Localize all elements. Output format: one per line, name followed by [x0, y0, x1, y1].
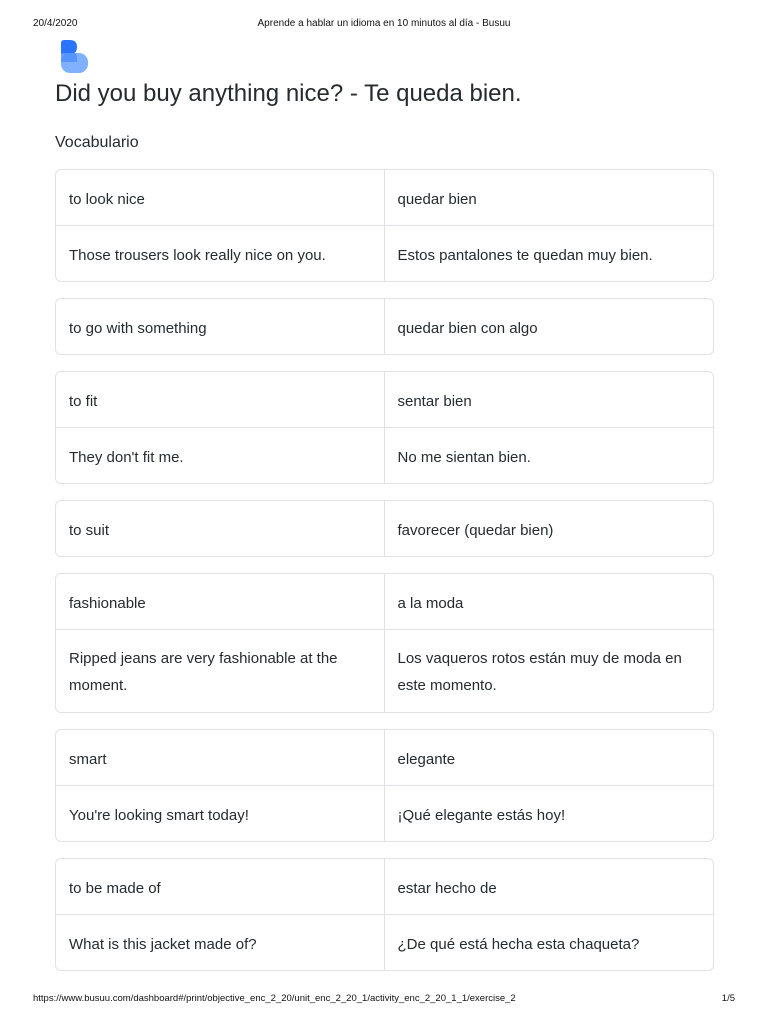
english-text: to go with something	[56, 299, 385, 354]
vocabulary-term-row	[56, 372, 713, 427]
vocabulary-term-row	[56, 299, 713, 354]
spanish-text: ¡Qué elegante estás hoy!	[397, 807, 566, 824]
vocabulary-term-row	[56, 170, 713, 225]
spanish-text: estar hecho de	[397, 880, 497, 897]
vocabulary-card	[55, 298, 714, 355]
english-text: smart	[56, 730, 385, 785]
spanish-text: quedar bien	[397, 191, 477, 208]
vocabulary-card	[55, 573, 714, 713]
vocabulary-example-row	[56, 427, 713, 483]
english-text: to look nice	[56, 170, 385, 225]
print-url: https://www.busuu.com/dashboard#/print/objective_enc_2_20/unit_enc_2_20_1/activity_enc_2_20_1_1/exercise_2	[33, 993, 516, 1004]
english-text: to fit	[56, 372, 385, 427]
english-text: They don't fit me.	[56, 428, 385, 483]
vocabulary-term-row	[56, 574, 713, 629]
spanish-text: favorecer (quedar bien)	[397, 522, 554, 539]
vocabulary-example-row	[56, 225, 713, 281]
spanish-text: quedar bien con algo	[397, 320, 538, 337]
english-text: fashionable	[56, 574, 385, 629]
print-header-title: Aprende a hablar un idioma en 10 minutos al día - Busuu	[257, 18, 511, 29]
spanish-text: Estos pantalones te quedan muy bien.	[397, 247, 653, 264]
vocabulary-term-row	[56, 730, 713, 785]
vocabulary-term-row	[56, 501, 713, 556]
page-number: 1/5	[721, 993, 735, 1004]
spanish-text: elegante	[397, 751, 456, 768]
english-text: Ripped jeans are very fashionable at the moment.	[56, 630, 385, 712]
vocabulary-list	[55, 169, 714, 987]
page-title: Did you buy anything nice? - Te queda bien.	[55, 80, 522, 107]
english-text: You're looking smart today!	[56, 786, 385, 841]
english-text: Those trousers look really nice on you.	[56, 226, 385, 281]
english-text: to suit	[56, 501, 385, 556]
spanish-text: Los vaqueros rotos están muy de moda en este momento.	[397, 650, 682, 694]
english-text: to be made of	[56, 859, 385, 914]
vocabulary-card	[55, 371, 714, 484]
section-title: Vocabulario	[55, 134, 139, 151]
vocabulary-card	[55, 169, 714, 282]
print-date: 20/4/2020	[33, 18, 78, 29]
vocabulary-card	[55, 858, 714, 971]
spanish-text: a la moda	[397, 595, 464, 612]
busuu-logo-icon	[60, 40, 90, 74]
english-text: What is this jacket made of?	[56, 915, 385, 970]
vocabulary-card	[55, 729, 714, 842]
vocabulary-example-row	[56, 785, 713, 841]
spanish-text: No me sientan bien.	[397, 449, 531, 466]
spanish-text: sentar bien	[397, 393, 472, 410]
vocabulary-example-row	[56, 914, 713, 970]
vocabulary-card	[55, 500, 714, 557]
spanish-text: ¿De qué está hecha esta chaqueta?	[397, 936, 640, 953]
vocabulary-term-row	[56, 859, 713, 914]
vocabulary-example-row	[56, 629, 713, 712]
